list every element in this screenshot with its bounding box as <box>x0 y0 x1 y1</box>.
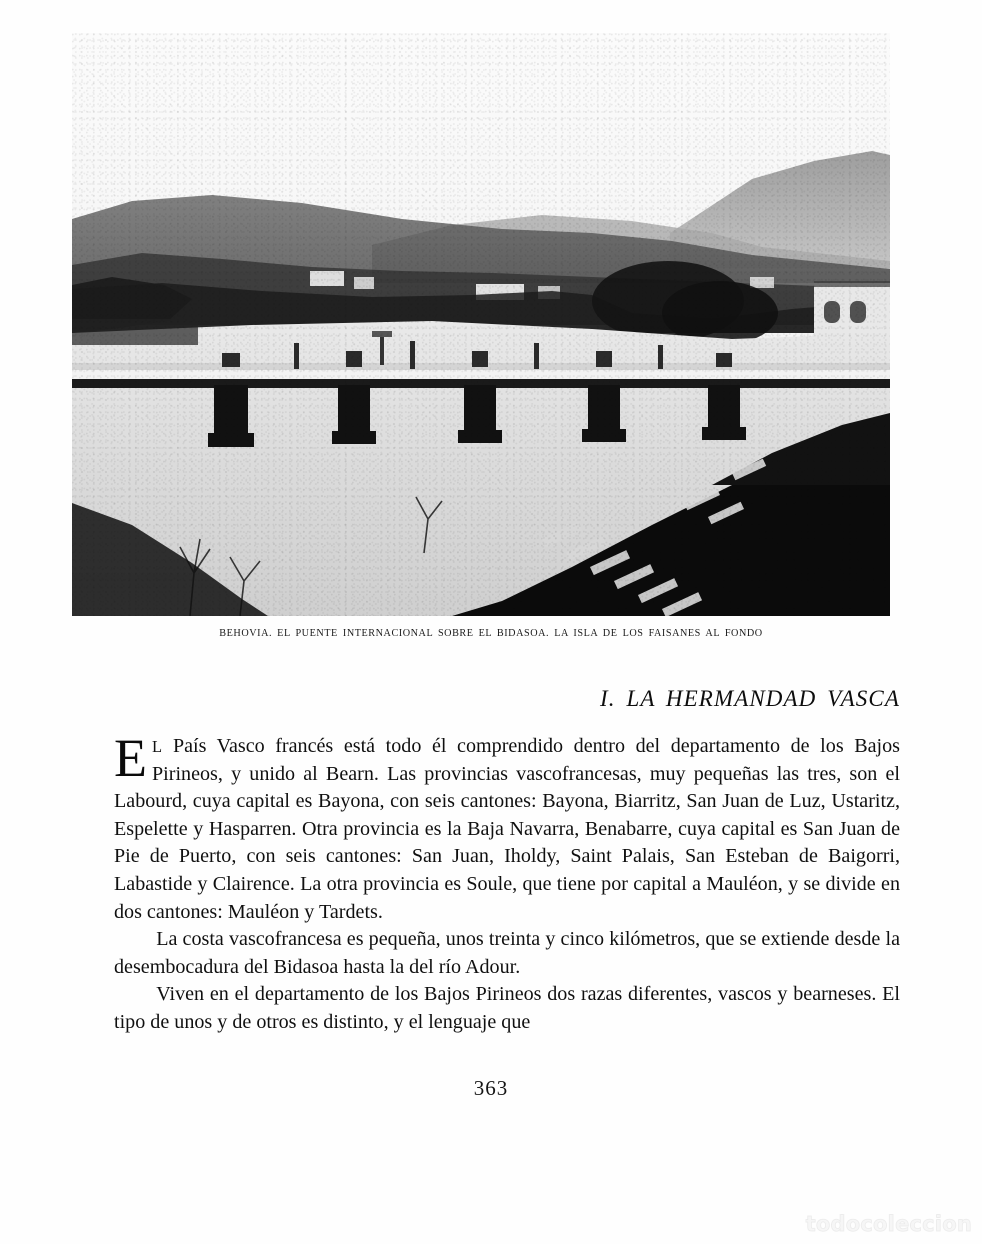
drop-cap: E <box>114 728 147 788</box>
figure-photograph <box>72 33 890 616</box>
photo-image <box>72 33 890 616</box>
page-number: 363 <box>473 1076 509 1100</box>
section-heading: I. LA HERMANDAD VASCA <box>600 686 900 711</box>
body-text <box>114 728 900 1037</box>
paragraph-1-text: País Vasco francés está todo él comprendido dentro del departamento de los Bajos Pirineos, y unido al Bearn. Las provincias vascofrancesas, muy pequeñas las tres, son el Labourd, cuya capital es Bayona, con seis cantones: Bayona, Biarritz, San Juan de Luz, Ustaritz, Espelette y Hasparren. Otra provincia es la Baja Navarra, Benabarre, cuya capital es San Juan de Pie de Puerto, con seis cantones: San Juan, Iholdy, Saint Palais, San Esteban de Baigorri, Labastide y Clairence. La otra provincia es Soule, que tiene por capital a Mauléon, y se divide en dos cantones: Mauléon y Tardets. <box>114 735 900 923</box>
photo-illustration <box>72 33 890 616</box>
figure-caption: BEHOVIA. EL PUENTE INTERNACIONAL SOBRE EL BIDASOA. LA ISLA DE LOS FAISANES AL FONDO <box>219 628 763 639</box>
watermark: todocoleccion <box>805 1212 972 1236</box>
paragraph-3: Viven en el departamento de los Bajos Pirineos dos razas diferentes, vascos y bearneses. El tipo de unos y de otros es distinto, y el lenguaje que <box>114 983 900 1033</box>
paragraph-2: La costa vascofrancesa es pequeña, unos treinta y cinco kilómetros, que se extiende desde la desembocadura del Bidasoa hasta la del río Adour. <box>114 928 900 978</box>
paragraph-1 <box>114 728 900 926</box>
paragraph-1-smallcaps: L <box>152 737 163 756</box>
